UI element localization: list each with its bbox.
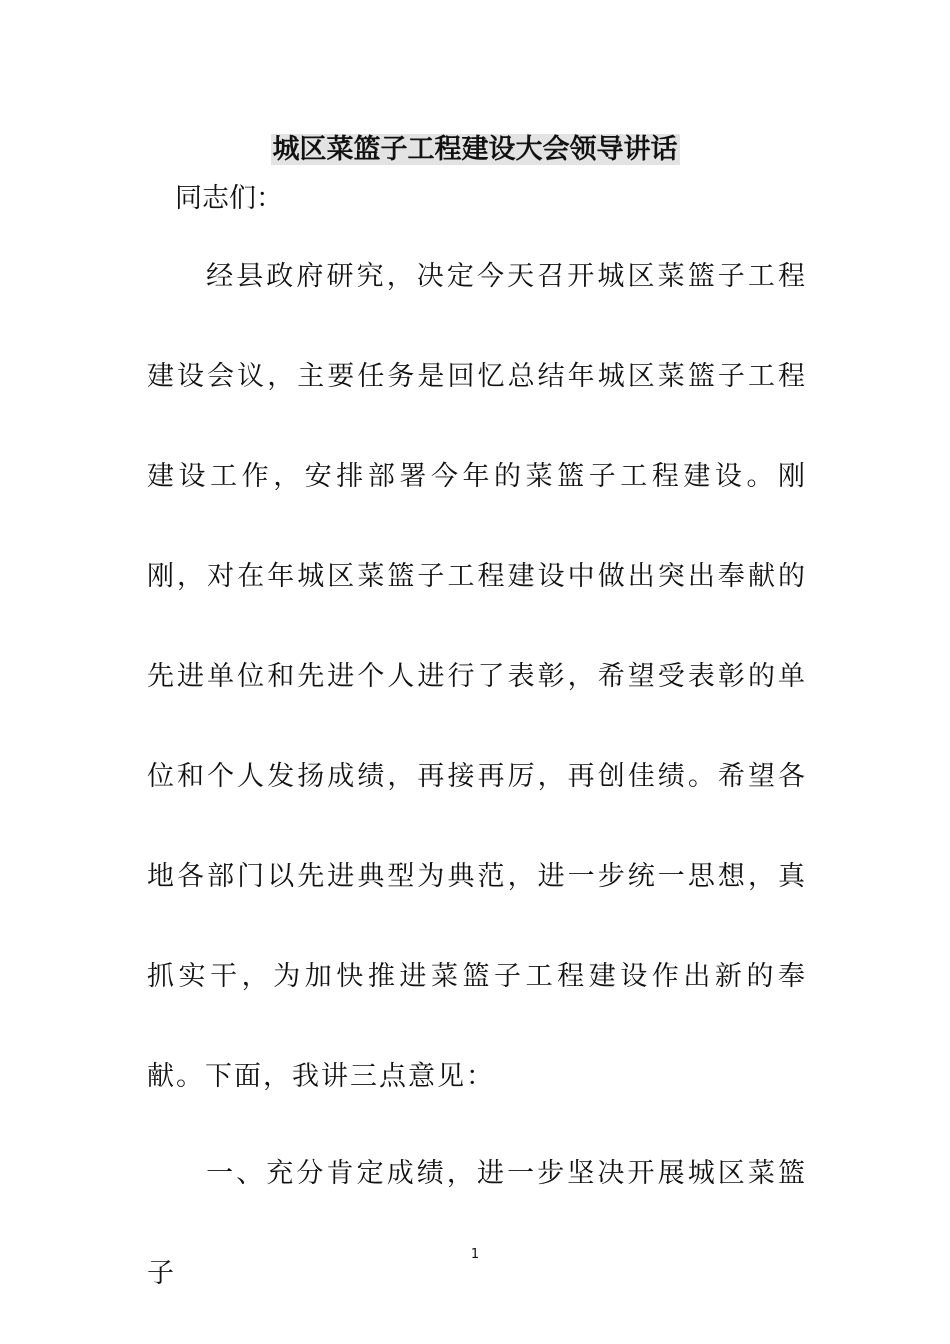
paragraph-section-one xyxy=(147,1124,807,1324)
paragraph-section-one-text: 一、充分肯定成绩，进一步坚决开展城区菜篮子 xyxy=(147,1158,807,1289)
paragraph-intro-text: 经县政府研究，决定今天召开城区菜篮子工程建设会议，主要任务是回忆总结年城区菜篮子工程建设工作，安排部署今年的菜篮子工程建设。刚刚，对在年城区菜篮子工程建设中做出突出奉献的先进单位和先进个人进行了表彰，希望受表彰的单位和个人发扬成绩，再接再厉，再创佳绩。希望各地各部门以先进典型为典范，进一步统一思想，真抓实干，为加快推进菜篮子工程建设作出新的奉献。下面，我讲三点意见： xyxy=(147,261,807,1092)
title-text: 城区菜篮子工程建设大会领导讲话 xyxy=(272,134,678,165)
salutation: 同志们： xyxy=(175,183,283,214)
page-number: 1 xyxy=(470,1247,480,1262)
paragraph-intro xyxy=(147,227,807,1127)
document-title xyxy=(0,130,950,170)
